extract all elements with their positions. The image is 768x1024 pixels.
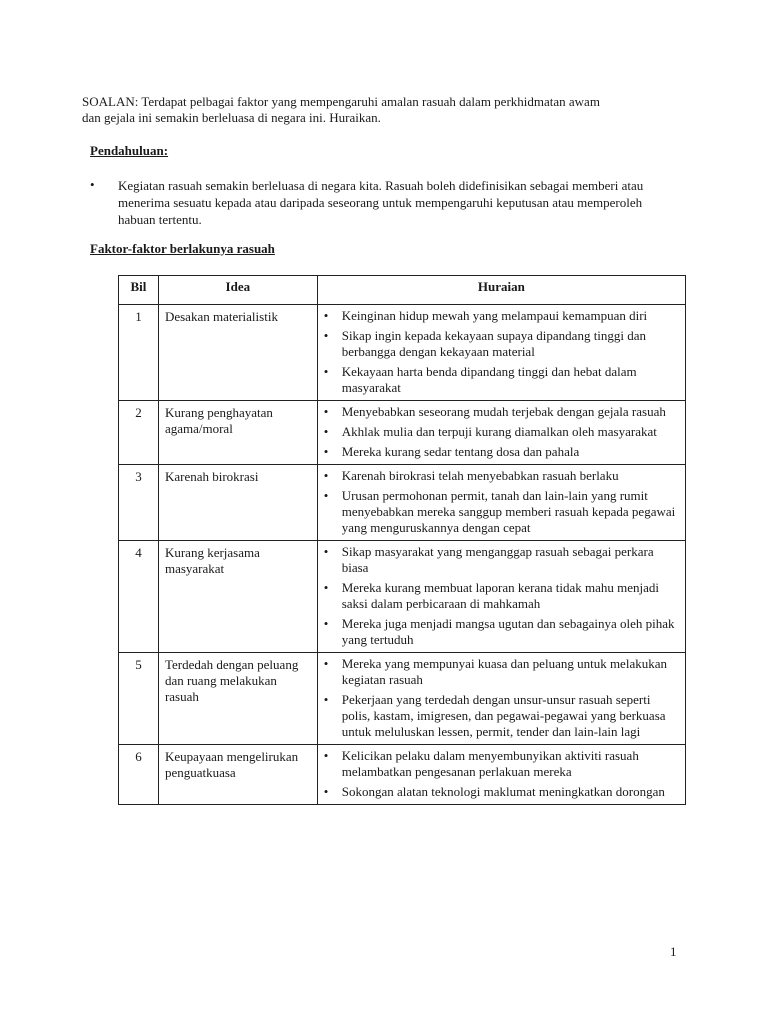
row-idea: Terdedah dengan peluang dan ruang melakukan rasuah <box>158 653 317 745</box>
header-huraian: Huraian <box>317 276 685 305</box>
huraian-point: • Mereka kurang membuat laporan kerana tidak mahu menjadi saksi dalam perbicaraan di mahkamah <box>322 580 679 612</box>
row-idea: Kurang kerjasama masyarakat <box>158 541 317 653</box>
question-line-1: SOALAN: Terdapat pelbagai faktor yang mempengaruhi amalan rasuah dalam perkhidmatan awam <box>82 94 600 109</box>
huraian-point: • Kelicikan pelaku dalam menyembunyikan aktiviti rasuah melambatkan pengesanan perlakuan mereka <box>322 748 679 780</box>
row-number: 5 <box>119 653 159 745</box>
row-number: 1 <box>119 305 159 401</box>
row-huraian <box>317 465 685 541</box>
row-huraian <box>317 401 685 465</box>
header-idea: Idea <box>158 276 317 305</box>
huraian-point: • Mereka yang mempunyai kuasa dan peluang untuk melakukan kegiatan rasuah <box>322 656 679 688</box>
row-huraian <box>317 305 685 401</box>
row-huraian <box>317 541 685 653</box>
huraian-point: • Sokongan alatan teknologi maklumat meningkatkan dorongan <box>322 784 679 800</box>
row-number: 6 <box>119 745 159 805</box>
row-idea: Keupayaan mengelirukan penguatkuasa <box>158 745 317 805</box>
table-row <box>119 653 686 745</box>
huraian-point: • Akhlak mulia dan terpuji kurang diamalkan oleh masyarakat <box>322 424 679 440</box>
question-text <box>82 94 652 126</box>
row-huraian <box>317 653 685 745</box>
huraian-point: • Kekayaan harta benda dipandang tinggi dan hebat dalam masyarakat <box>322 364 679 396</box>
huraian-point: • Sikap masyarakat yang menganggap rasuah sebagai perkara biasa <box>322 544 679 576</box>
factors-table <box>118 275 686 805</box>
page-number: 1 <box>670 944 677 959</box>
question-line-2: dan gejala ini semakin berleluasa di negara ini. Huraikan. <box>82 110 381 125</box>
huraian-point: • Mereka kurang sedar tentang dosa dan pahala <box>322 444 679 460</box>
factors-heading: Faktor-faktor berlakunya rasuah <box>90 241 275 256</box>
row-number: 3 <box>119 465 159 541</box>
huraian-point: • Menyebabkan seseorang mudah terjebak dengan gejala rasuah <box>322 404 679 420</box>
table-row <box>119 745 686 805</box>
intro-heading: Pendahuluan: <box>90 143 169 158</box>
huraian-point: • Sikap ingin kepada kekayaan supaya dipandang tinggi dan berbangga dengan kekayaan material <box>322 328 679 360</box>
row-idea: Karenah birokrasi <box>158 465 317 541</box>
row-huraian <box>317 745 685 805</box>
header-bil: Bil <box>119 276 159 305</box>
table-header-row <box>119 276 686 305</box>
huraian-point: • Karenah birokrasi telah menyebabkan rasuah berlaku <box>322 468 679 484</box>
row-idea: Desakan materialistik <box>158 305 317 401</box>
table-row <box>119 541 686 653</box>
intro-bullet-text: Kegiatan rasuah semakin berleluasa di negara kita. Rasuah boleh didefinisikan sebagai memberi atau menerima sesuatu kepada atau daripada seseorang untuk mempengaruhi keputusan atau memperoleh habuan tertentu. <box>118 178 644 227</box>
row-number: 4 <box>119 541 159 653</box>
huraian-point: • Pekerjaan yang terdedah dengan unsur-unsur rasuah seperti polis, kastam, imigresen, dan pegawai-pegawai yang berkuasa untuk meluluskan lessen, permit, tender dan lain-lain lagi <box>322 692 679 740</box>
huraian-point: • Keinginan hidup mewah yang melampaui kemampuan diri <box>322 308 679 324</box>
table-row <box>119 401 686 465</box>
row-number: 2 <box>119 401 159 465</box>
huraian-point: • Urusan permohonan permit, tanah dan lain-lain yang rumit menyebabkan mereka sanggup memberi rasuah kepada pegawai yang menguruskannya dengan cepat <box>322 488 679 536</box>
table-row <box>119 305 686 401</box>
row-idea: Kurang penghayatan agama/moral <box>158 401 317 465</box>
bullet-icon: • <box>90 177 95 192</box>
table-row <box>119 465 686 541</box>
huraian-point: • Mereka juga menjadi mangsa ugutan dan sebagainya oleh pihak yang tertuduh <box>322 616 679 648</box>
